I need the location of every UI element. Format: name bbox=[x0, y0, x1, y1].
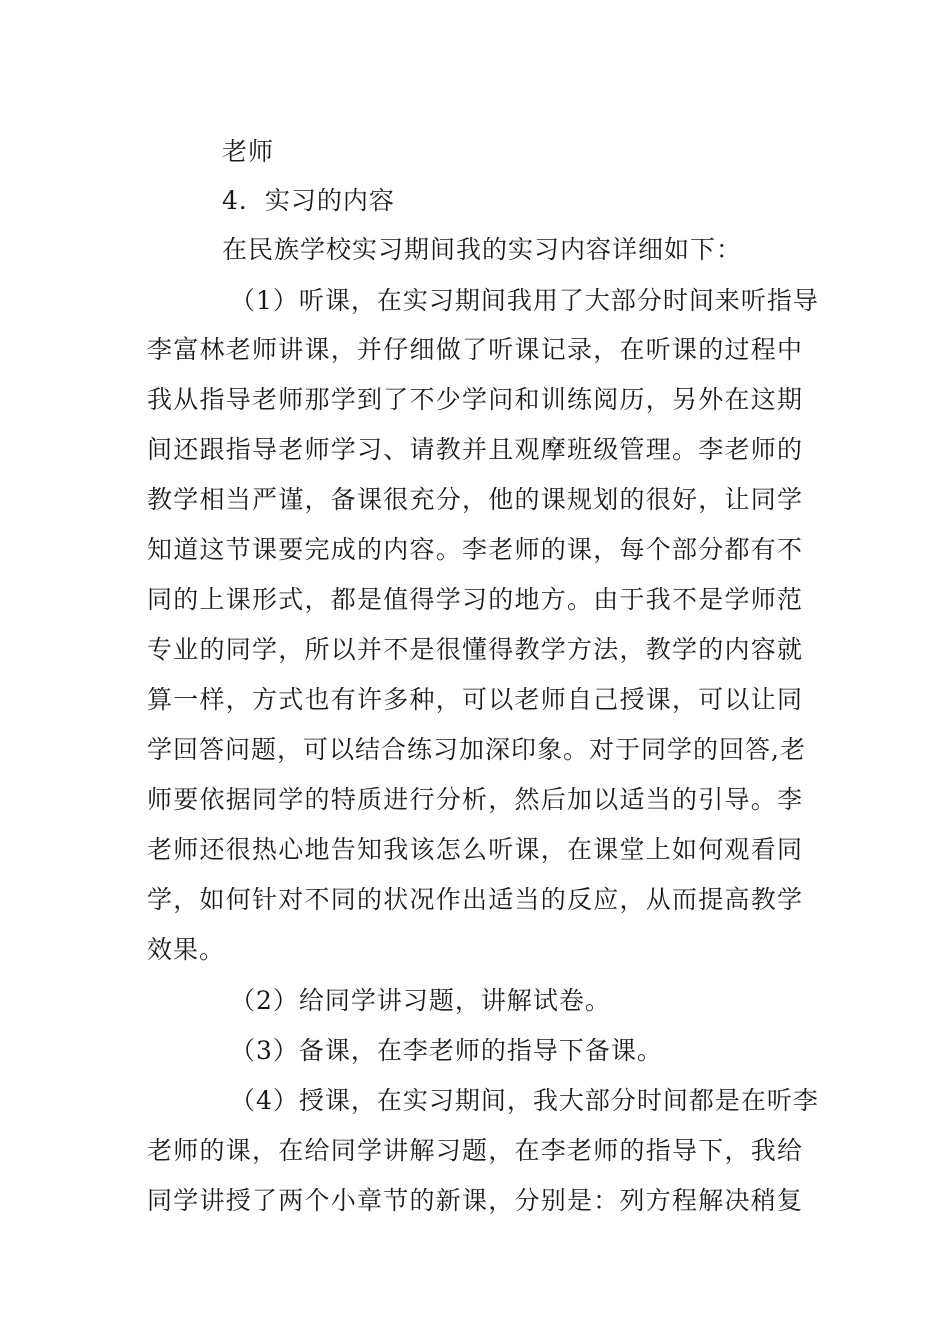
paragraph-line: 老师的课，在给同学讲解习题，在李老师的指导下，我给 bbox=[147, 1136, 803, 1165]
paragraph-line: 同学讲授了两个小章节的新课，分别是：列方程解决稍复 bbox=[147, 1186, 803, 1215]
text-line-continuation: 老师 bbox=[222, 137, 275, 166]
paragraph-line-last: 效果。 bbox=[147, 935, 226, 964]
list-item: （3）备课，在李老师的指导下备课。 bbox=[230, 1036, 663, 1065]
paragraph-line: （1）听课，在实习期间我用了大部分时间来听指导 bbox=[230, 286, 819, 315]
paragraph-line: 我从指导老师那学到了不少学问和训练阅历，另外在这期 bbox=[147, 385, 803, 414]
list-item: （2）给同学讲习题，讲解试卷。 bbox=[230, 986, 611, 1015]
paragraph-line: 同的上课形式，都是值得学习的地方。由于我不是学师范 bbox=[147, 585, 803, 614]
paragraph-line: 知道这节课要完成的内容。李老师的课，每个部分都有不 bbox=[147, 535, 803, 564]
paragraph-line: 间还跟指导老师学习、请教并且观摩班级管理。李老师的 bbox=[147, 435, 803, 464]
paragraph-line: （4）授课，在实习期间，我大部分时间都是在听李 bbox=[230, 1086, 819, 1115]
paragraph-line: 师要依据同学的特质进行分析，然后加以适当的引导。李 bbox=[147, 785, 803, 814]
paragraph-line: 李富林老师讲课，并仔细做了听课记录，在听课的过程中 bbox=[147, 335, 803, 364]
paragraph-line: 专业的同学，所以并不是很懂得教学方法，教学的内容就 bbox=[147, 635, 803, 664]
paragraph-line: 老师还很热心地告知我该怎么听课，在课堂上如何观看同 bbox=[147, 835, 803, 864]
section-heading: 4．实习的内容 bbox=[222, 186, 395, 215]
paragraph-line: 算一样，方式也有许多种，可以老师自己授课，可以让同 bbox=[147, 685, 803, 714]
paragraph-line: 学回答问题，可以结合练习加深印象。对于同学的回答,老 bbox=[147, 735, 806, 764]
paragraph-line: 教学相当严谨，备课很充分，他的课规划的很好，让同学 bbox=[147, 485, 803, 514]
paragraph-intro: 在民族学校实习期间我的实习内容详细如下： bbox=[222, 235, 743, 264]
paragraph-line: 学，如何针对不同的状况作出适当的反应，从而提高教学 bbox=[147, 885, 803, 914]
